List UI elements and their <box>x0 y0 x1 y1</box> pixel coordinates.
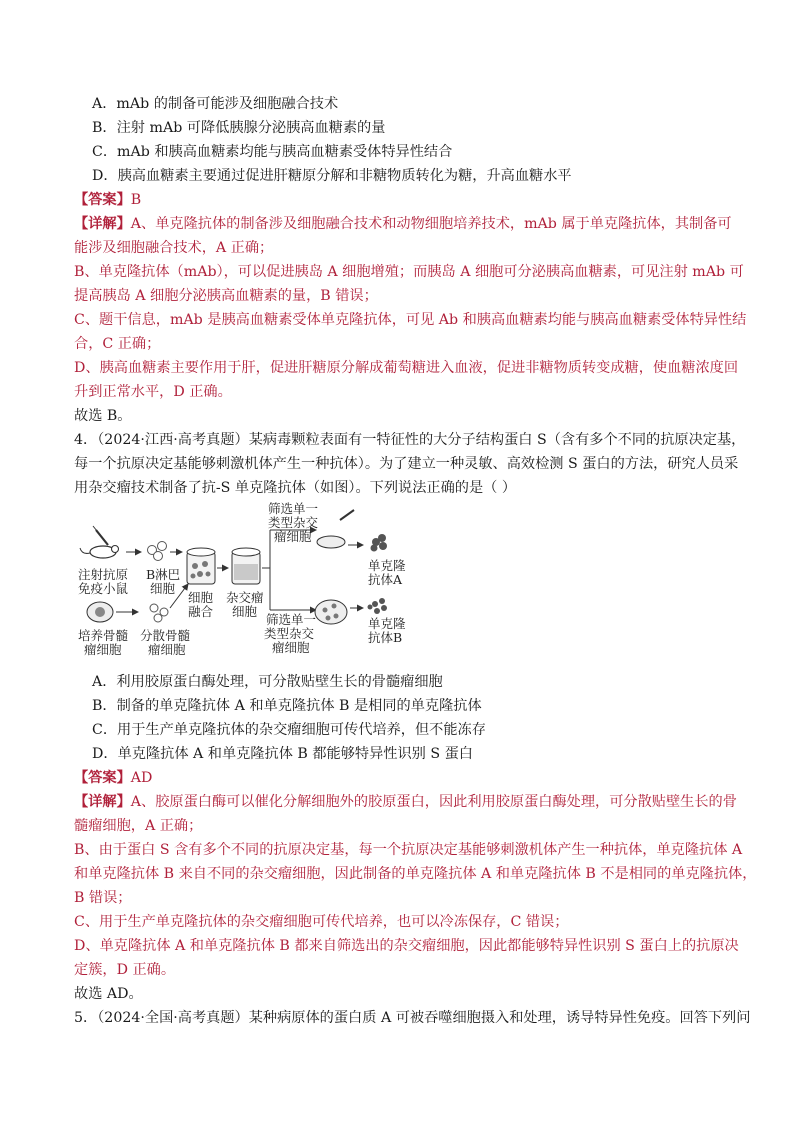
q3-option-b: B．注射 mAb 可降低胰腺分泌胰高血糖素的量 <box>92 120 386 136</box>
q3-option-a: A．mAb 的制备可能涉及细胞融合技术 <box>92 96 339 112</box>
myeloma-cells-icon <box>150 604 168 622</box>
q4-detail-line: 髓瘤细胞，A 正确； <box>74 818 203 834</box>
q4-detail-line: B、由于蛋白 S 含有多个不同的抗原决定基，每一个抗原决定基能够刺激机体产生一种抗体，单克隆抗体 A <box>74 842 743 858</box>
q3-detail-line: C、题干信息，mAb 是胰高血糖素受体单克隆抗体，可见 Ab 和胰高血糖素均能与胰高血糖素受体特异性结 <box>74 312 747 328</box>
q4-hybridoma-figure <box>78 500 418 660</box>
antibody-a-icon <box>371 534 388 552</box>
antibody-b-label-1: 单克隆 <box>368 616 406 631</box>
q3-detail-line: 能涉及细胞融合技术，A 正确； <box>74 240 274 256</box>
b-lymphocyte-icon <box>148 542 167 561</box>
q3-option-d: D．胰高血糖素主要通过促进肝糖原分解和非糖物质转化为糖，升高血糖水平 <box>92 168 572 184</box>
q3-answer-value: B <box>130 192 142 208</box>
q4-detail-line: 【详解】A、胶原蛋白酶可以催化分解细胞外的胶原蛋白，因此利用胶原蛋白酶处理，可分散贴壁生长的骨 <box>74 794 737 810</box>
q4-detail-label: 【详解】 <box>74 794 131 810</box>
disperse-label-1: 分散骨髓 <box>140 628 191 643</box>
q4-stem-line: 用杂交瘤技术制备了抗-S 单克隆抗体（如图）。下列说法正确的是（ ） <box>74 480 517 496</box>
q3-detail-line: 【详解】A、单克隆抗体的制备涉及细胞融合技术和动物细胞培养技术，mAb 属于单克隆抗体，其制备可 <box>74 216 732 232</box>
q4-detail-line: C、用于生产单克隆抗体的杂交瘤细胞可传代培养，也可以冷冻保存，C 错误； <box>74 914 569 930</box>
q3-detail-line: 提高胰岛 A 细胞分泌胰高血糖素的量，B 错误； <box>74 288 378 304</box>
syringe-icon <box>93 526 108 545</box>
bottom-label-1: 筛选单一 <box>266 612 317 627</box>
q4-stem-line: 每一个抗原决定基能够刺激机体产生一种抗体）。为了建立一种灵敏、高效检测 S 蛋白的方法，研究人员采 <box>74 456 739 472</box>
q4-answer-value: AD <box>130 770 153 786</box>
q3-detail-line: 合，C 正确； <box>74 336 161 352</box>
q4-detail-line: D、单克隆抗体 A 和单克隆抗体 B 都来自筛选出的杂交瘤细胞，因此都能够特异性识别 S 蛋白上的抗原决 <box>74 938 739 954</box>
q4-option-a: A．利用胶原蛋白酶处理，可分散贴壁生长的骨髓瘤细胞 <box>92 674 443 690</box>
q3-answer <box>74 190 141 210</box>
hybridoma-tube-icon <box>232 548 260 584</box>
antibody-a-label-1: 单克隆 <box>368 558 406 573</box>
fusion-tube-icon <box>187 548 215 584</box>
q3-option-c: C．mAb 和胰高血糖素均能与胰高血糖素受体特异性结合 <box>92 144 453 160</box>
q3-conclusion: 故选 B。 <box>74 408 132 424</box>
culture-label-1: 培养骨髓 <box>78 628 129 643</box>
q4-option-d: D．单克隆抗体 A 和单克隆抗体 B 都能够特异性识别 S 蛋白 <box>92 746 473 762</box>
myeloma-dish-icon <box>87 602 113 622</box>
q5-stem-line: 5．（2024·全国·高考真题）某种病原体的蛋白质 A 可被吞噬细胞摄入和处理，诱导特异性免疫。回答下列问 <box>74 1010 751 1026</box>
q3-detail-line: D、胰高血糖素主要作用于肝，促进肝糖原分解成葡萄糖进入血液，促进非糖物质转变成糖，使血糖浓度回 <box>74 360 739 376</box>
q4-conclusion: 故选 AD。 <box>74 986 143 1002</box>
q4-detail-line: 定簇，D 正确。 <box>74 962 176 978</box>
fusion-label-2: 融合 <box>188 604 214 619</box>
hybrid-label-2: 细胞 <box>232 604 258 619</box>
q4-option-c: C．用于生产单克隆抗体的杂交瘤细胞可传代培养，但不能冻存 <box>92 722 486 738</box>
q3-answer-label: 【答案】 <box>74 192 131 208</box>
fusion-label-1: 细胞 <box>188 590 214 605</box>
q4-detail-line: 和单克隆抗体 B 来自不同的杂交瘤细胞，因此制备的单克隆抗体 A 和单克隆抗体 B 不是相同的单克隆抗体， <box>74 866 757 882</box>
antibody-b-icon <box>368 598 388 614</box>
top-label-1: 筛选单一 <box>268 501 319 516</box>
culture-dish-icon <box>315 600 347 624</box>
q4-option-b: B．制备的单克隆抗体 A 和单克隆抗体 B 是相同的单克隆抗体 <box>92 698 482 714</box>
q3-detail-label: 【详解】 <box>74 216 131 232</box>
hybrid-label-1: 杂交瘤 <box>226 590 264 605</box>
q4-stem-line: 4．（2024·江西·高考真题）某病毒颗粒表面有一特征性的大分子结构蛋白 S（含有多个不同的抗原决定基， <box>74 432 746 448</box>
top-label-3: 瘤细胞 <box>274 529 312 544</box>
q3-detail-line: B、单克隆抗体（mAb），可以促进胰岛 A 细胞增殖；而胰岛 A 细胞可分泌胰高血糖素，可见注射 mAb 可 <box>74 264 744 280</box>
q4-detail-line: B 错误； <box>74 890 132 906</box>
bottom-label-2: 类型杂交 <box>264 626 315 641</box>
inject-label-2: 免疫小鼠 <box>78 581 129 596</box>
culture-dish-icon <box>317 510 354 548</box>
inject-label-1: 注射抗原 <box>78 567 129 582</box>
antibody-b-label-2: 抗体B <box>368 630 403 645</box>
disperse-label-2: 瘤细胞 <box>148 642 186 657</box>
antibody-a-label-2: 抗体A <box>368 572 403 587</box>
mouse-icon <box>80 546 119 559</box>
q4-answer-label: 【答案】 <box>74 770 131 786</box>
culture-label-2: 瘤细胞 <box>84 642 122 657</box>
bcell-label-1: B淋巴 <box>146 567 181 582</box>
bottom-label-3: 瘤细胞 <box>272 640 310 655</box>
bcell-label-2: 细胞 <box>150 581 176 596</box>
q3-detail-line: 升到正常水平，D 正确。 <box>74 384 232 400</box>
top-label-2: 类型杂交 <box>268 515 319 530</box>
q4-answer <box>74 768 152 788</box>
